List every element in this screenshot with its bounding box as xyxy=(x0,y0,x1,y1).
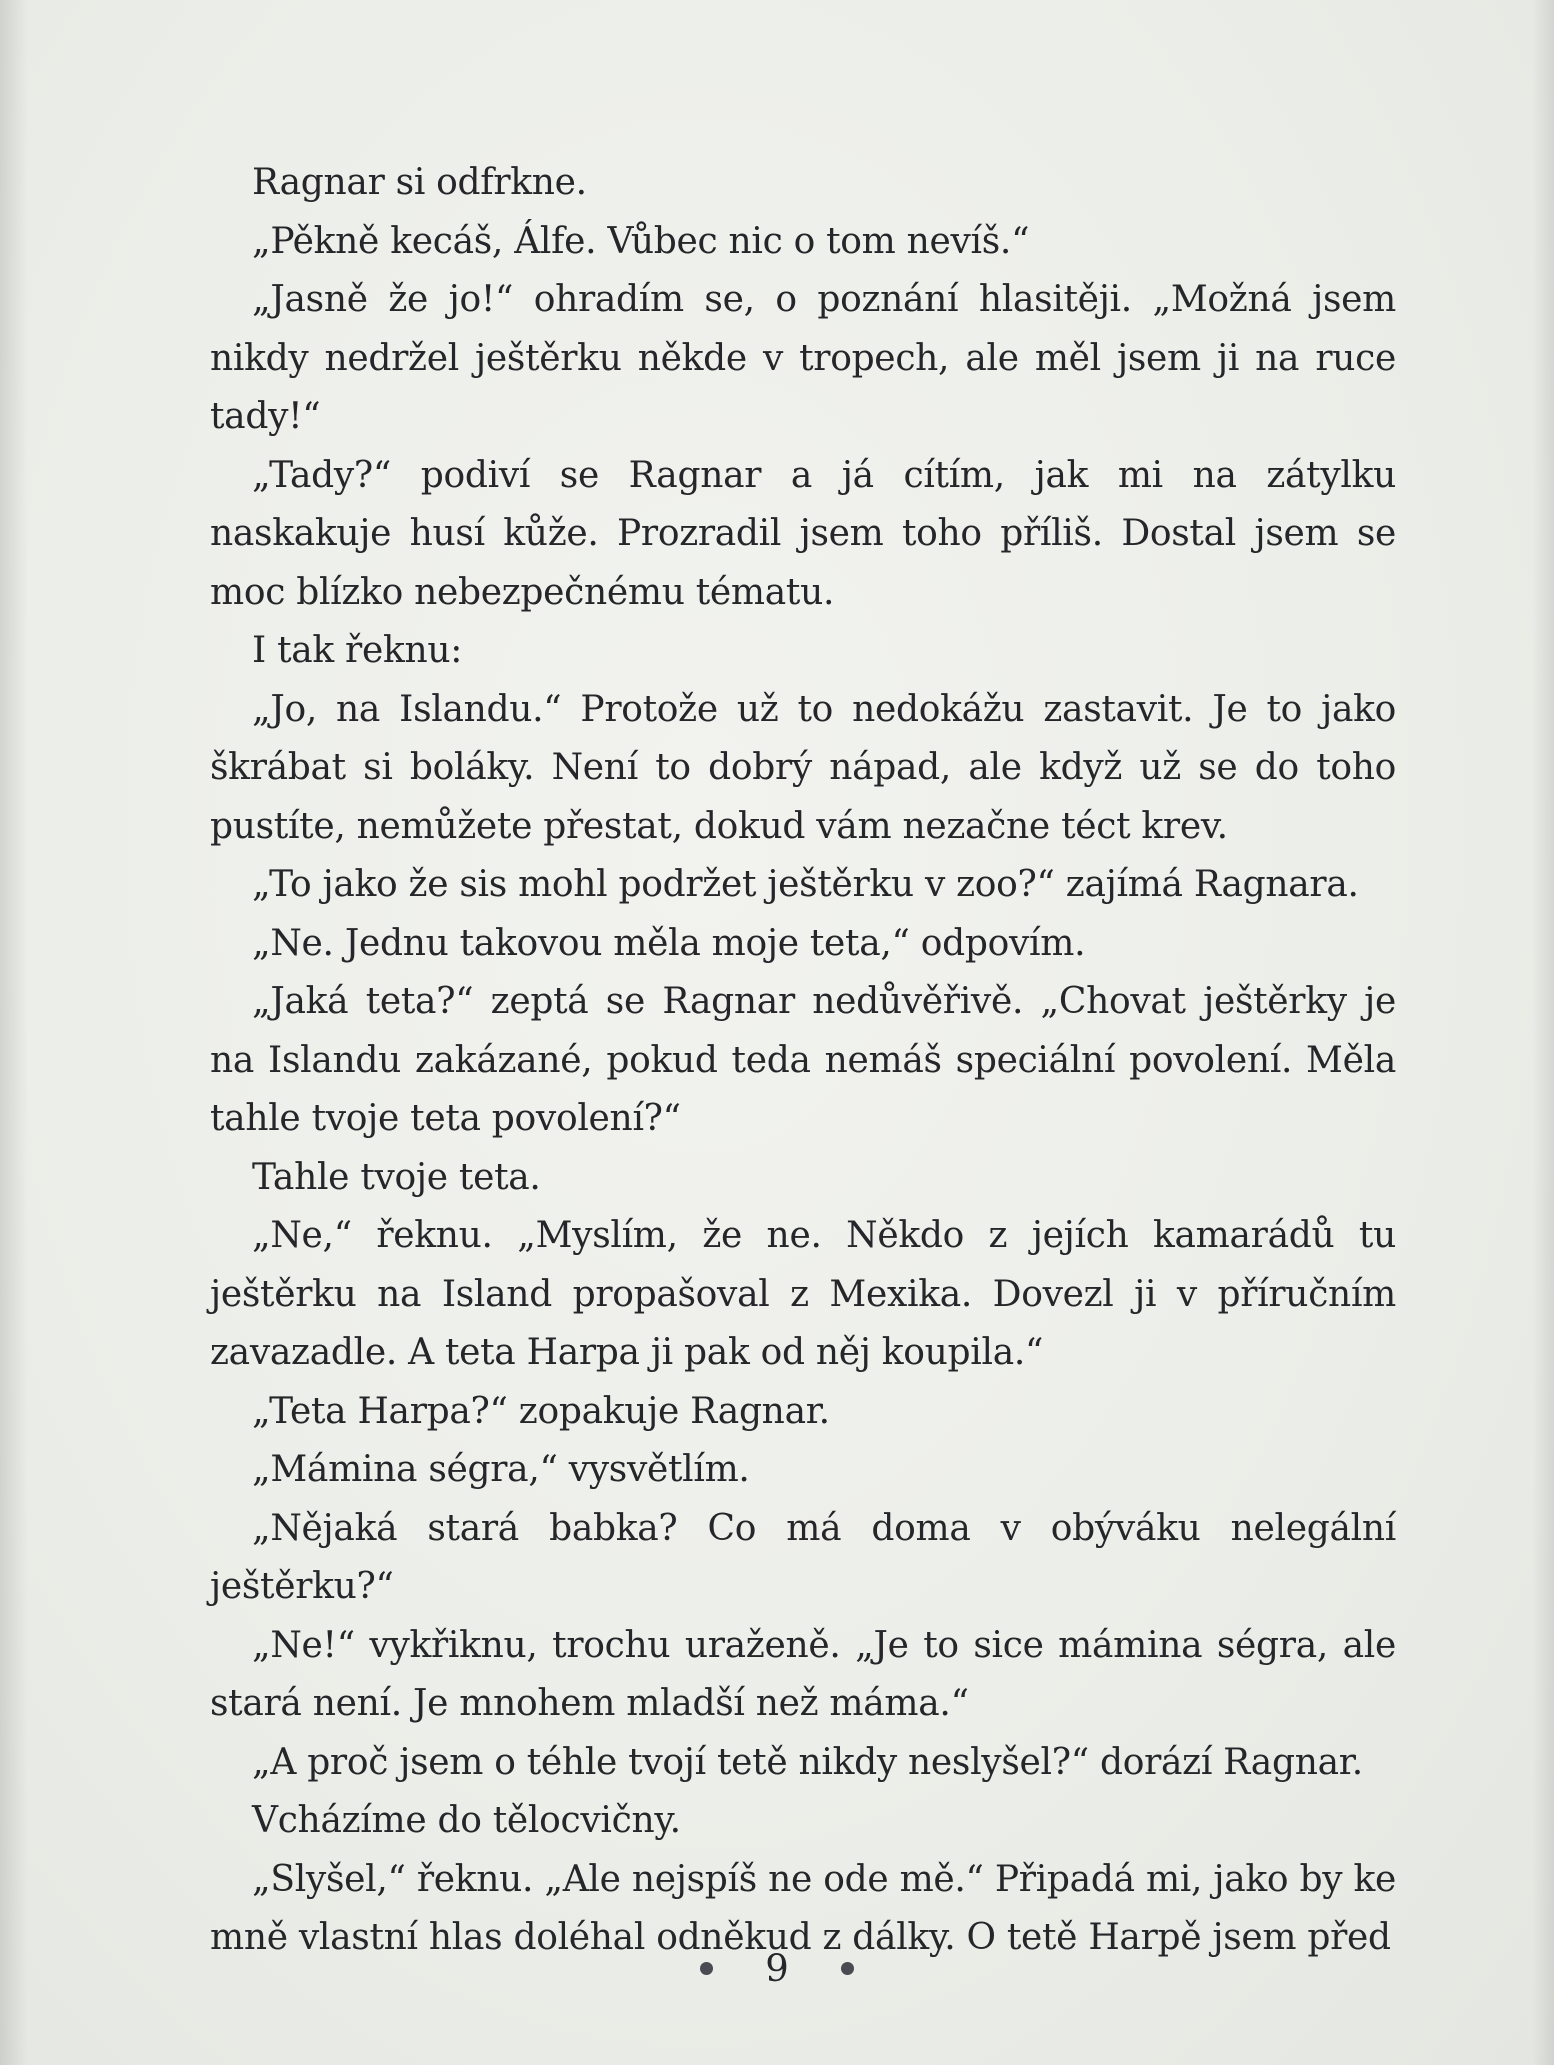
paragraph: „Pěkně kecáš, Álfe. Vůbec nic o tom nevíš.“ xyxy=(252,220,1030,262)
paragraph: „Teta Harpa?“ zopakuje Ragnar. xyxy=(252,1390,830,1432)
paragraph: „Jaká teta?“ zeptá se Ragnar nedůvěřivě. „Chovat ještěrky je na Islandu zakázané, pokud teda nemáš speciální povolení. Měla tahle tvoje teta povolení?“ xyxy=(210,981,1396,1139)
page-right-shadow xyxy=(1532,0,1554,2065)
page-footer xyxy=(0,1938,1554,1998)
body-text xyxy=(210,154,1396,1968)
paragraph: „To jako že sis mohl podržet ještěrku v zoo?“ zajímá Ragnara. xyxy=(252,864,1359,905)
paragraph: „Slyšel,“ řeknu. „Ale nejspíš ne ode mě.“ Připadá mi, jako by ke mně vlastní hlas doléhal odněkud z dálky. O tetě Harpě jsem před xyxy=(210,1858,1396,1958)
paragraph: Tahle tvoje teta. xyxy=(252,1156,541,1198)
paragraph: Vcházíme do tělocvičny. xyxy=(252,1800,681,1841)
paragraph: „Jasně že jo!“ ohradím se, o poznání hlasitěji. „Možná jsem nikdy nedržel ještěrku někde v tropech, ale měl jsem ji na ruce tady!“ xyxy=(210,279,1396,437)
bullet-dot-icon xyxy=(700,1962,713,1975)
paragraph: Ragnar si odfrkne. xyxy=(252,162,587,203)
paragraph: „Ne,“ řeknu. „Myslím, že ne. Někdo z jejích kamarádů tu ještěrku na Island propašoval z Mexika. Dovezl ji v příručním zavazadle. A teta Harpa ji pak od něj koupila.“ xyxy=(210,1215,1396,1373)
paragraph: „Jo, na Islandu.“ Protože už to nedokážu zastavit. Je to jako škrábat si boláky. Není to dobrý nápad, ale když už se do toho pustíte, nemůžete přestat, dokud vám nezačne téct krev. xyxy=(210,688,1396,847)
paragraph: I tak řeknu: xyxy=(252,630,463,671)
bullet-dot-icon xyxy=(841,1962,854,1975)
page-left-shadow xyxy=(0,0,28,2065)
paragraph: „Mámina ségra,“ vysvětlím. xyxy=(252,1449,750,1490)
paragraph: „Tady?“ podiví se Ragnar a já cítím, jak mi na zátylku naskakuje husí kůže. Prozradil jsem toho příliš. Dostal jsem se moc blízko nebezpečnému tématu. xyxy=(210,454,1396,613)
paragraph: „A proč jsem o téhle tvojí tetě nikdy neslyšel?“ dorází Ragnar. xyxy=(252,1741,1363,1783)
page-number: 9 xyxy=(765,1946,789,1990)
paragraph: „Nějaká stará babka? Co má doma v obýváku nelegální ještěrku?“ xyxy=(210,1507,1396,1607)
paragraph: „Ne!“ vykřiknu, trochu uraženě. „Je to sice mámina ségra, ale stará není. Je mnohem mladší než máma.“ xyxy=(210,1624,1396,1724)
paragraph: „Ne. Jednu takovou měla moje teta,“ odpovím. xyxy=(252,922,1086,964)
